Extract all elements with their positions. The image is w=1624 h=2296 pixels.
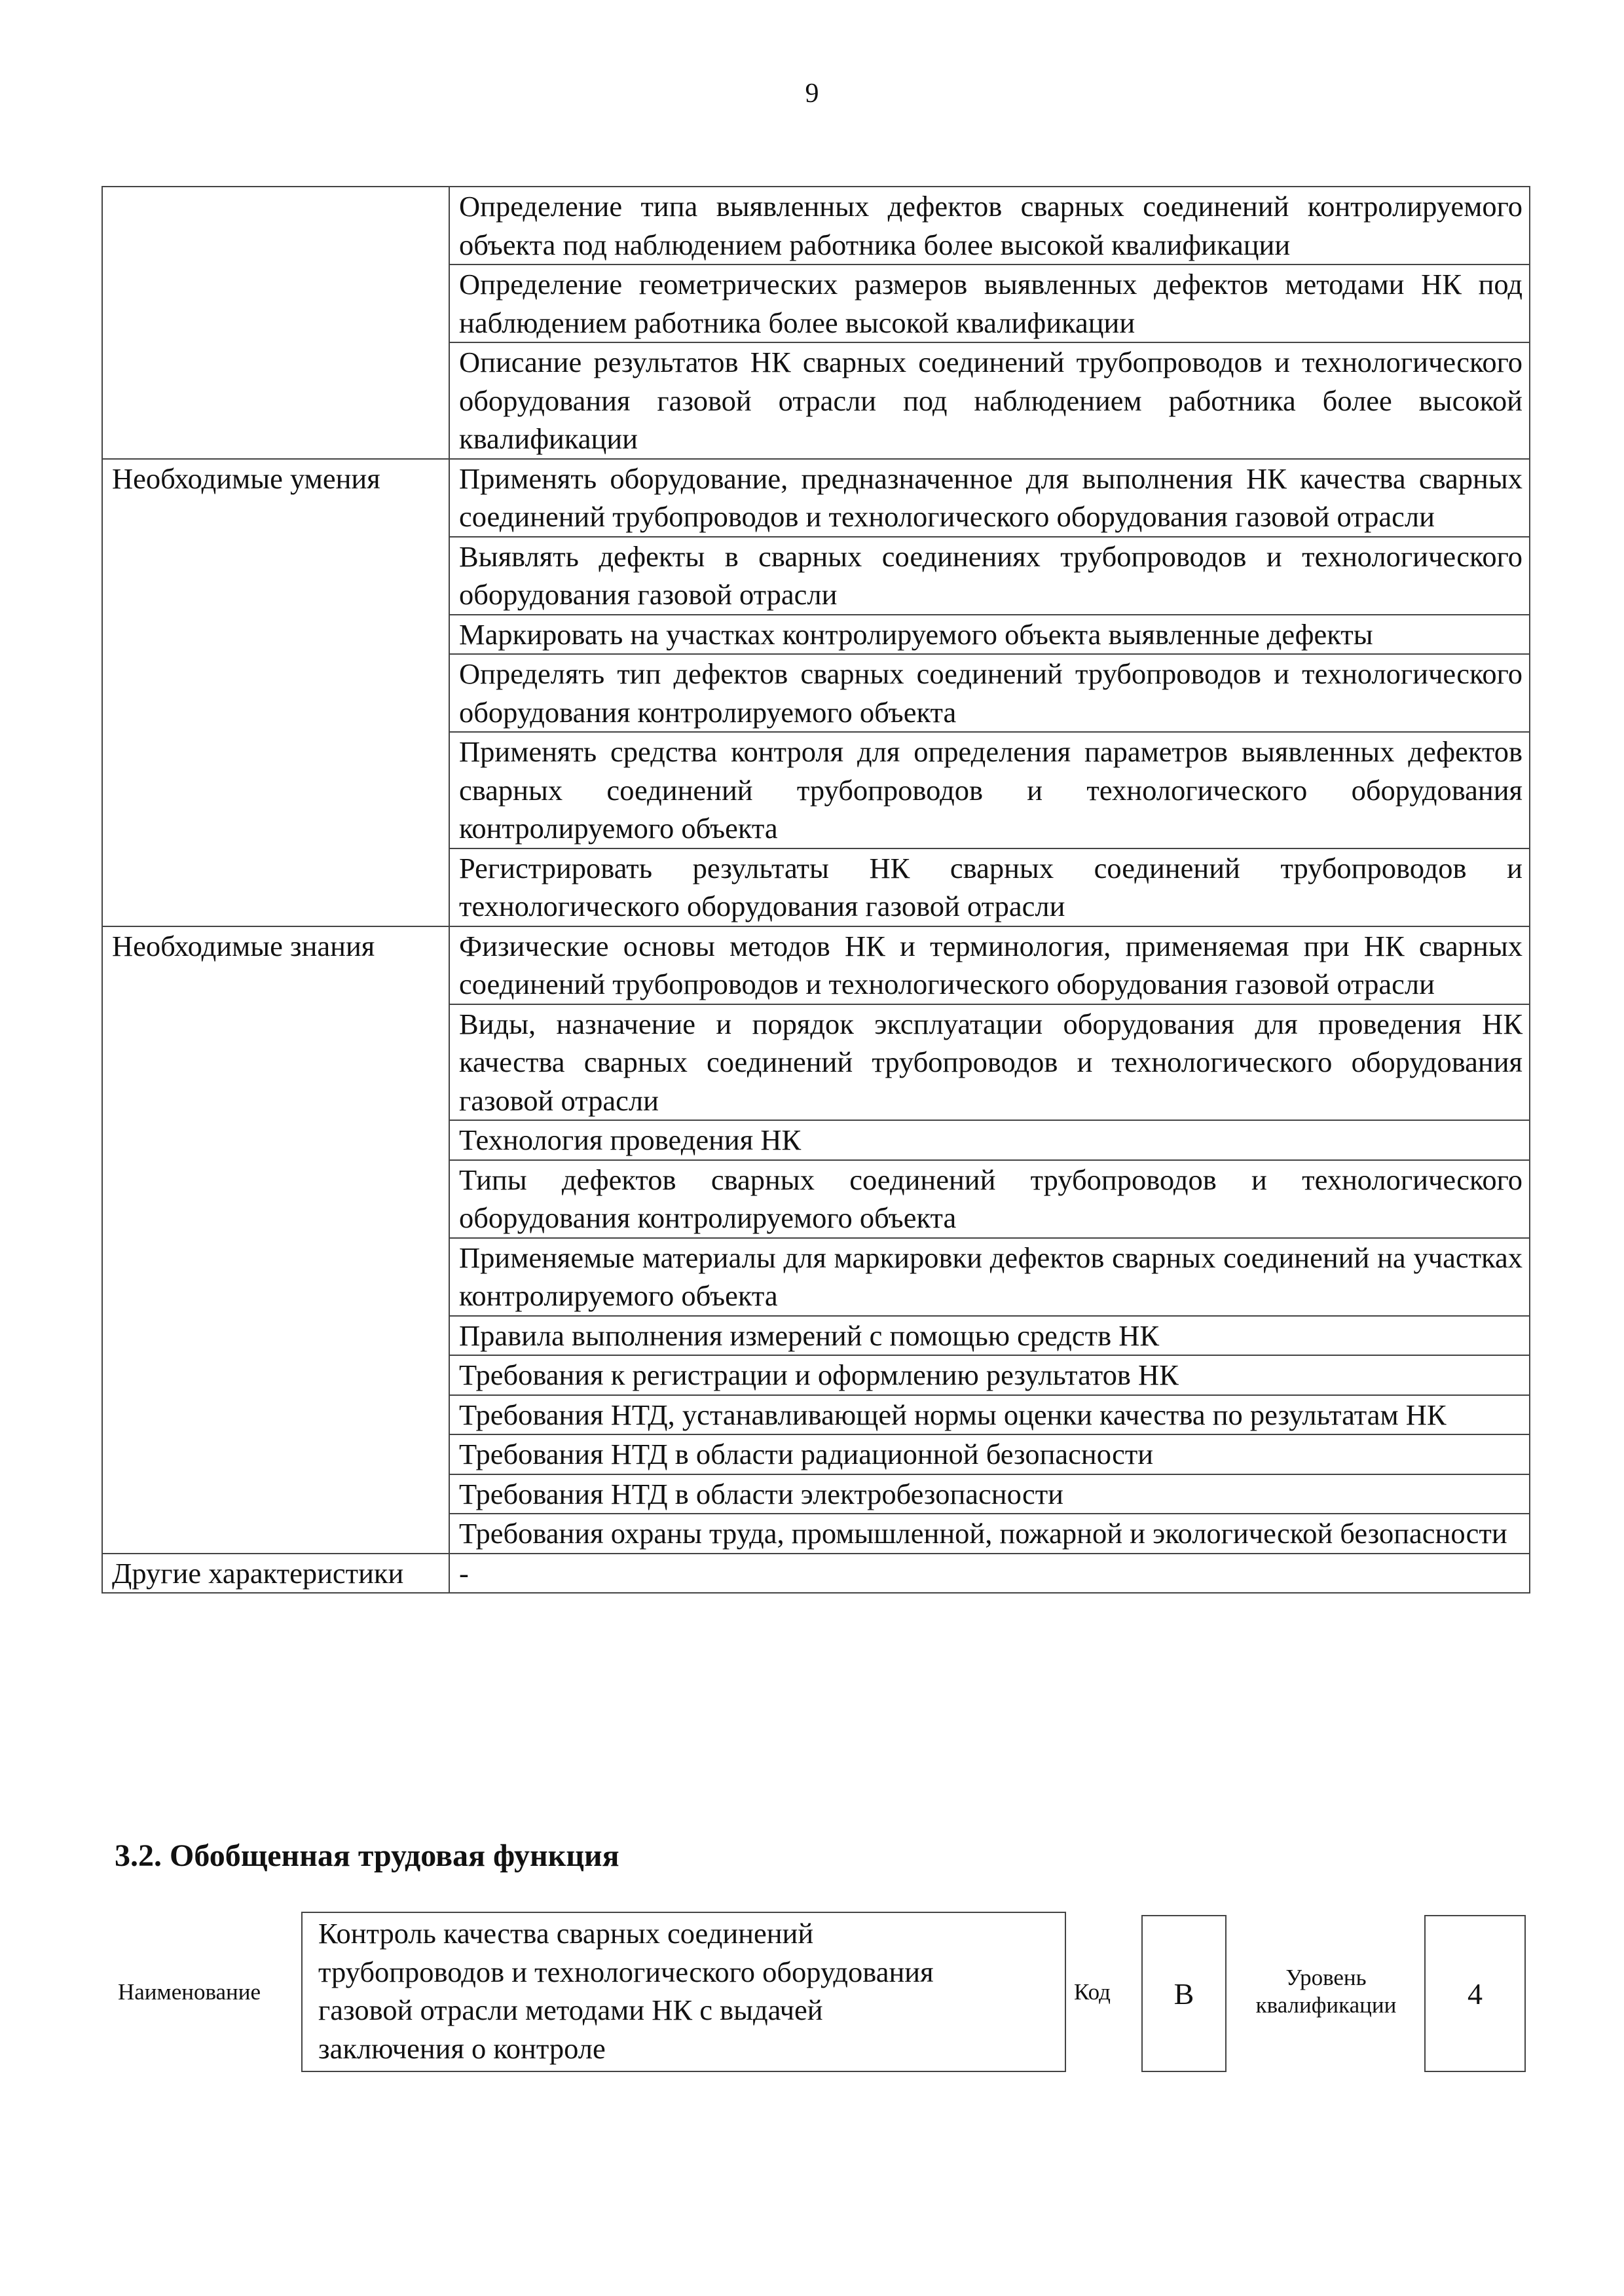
row-content: Определять тип дефектов сварных соединений трубопроводов и технологического оборудования контролируемого объекта xyxy=(449,654,1530,732)
row-content: Определение геометрических размеров выявленных дефектов методами НК под наблюдением работника более высокой квалификации xyxy=(449,264,1530,342)
code-label: Код xyxy=(1074,1979,1111,2005)
table-row xyxy=(102,926,1530,1004)
row-content: Требования НТД, устанавливающей нормы оценки качества по результатам НК xyxy=(449,1395,1530,1435)
row-label-knowledge: Необходимые знания xyxy=(102,926,449,1554)
row-label-skills: Необходимые умения xyxy=(102,459,449,926)
table-row xyxy=(102,187,1530,264)
row-content: Определение типа выявленных дефектов сварных соединений контролируемого объекта под наблюдением работника более высокой квалификации xyxy=(449,187,1530,264)
row-content: Регистрировать результаты НК сварных соединений трубопроводов и технологического оборудования газовой отрасли xyxy=(449,848,1530,926)
row-content: Типы дефектов сварных соединений трубопроводов и технологического оборудования контролируемого объекта xyxy=(449,1160,1530,1238)
row-content: Применяемые материалы для маркировки дефектов сварных соединений на участках контролируемого объекта xyxy=(449,1238,1530,1316)
row-content: Виды, назначение и порядок эксплуатации оборудования для проведения НК качества сварных соединений трубопроводов и технологического оборудования газовой отрасли xyxy=(449,1004,1530,1121)
row-label xyxy=(102,187,449,459)
row-content: Физические основы методов НК и терминология, применяемая при НК сварных соединений трубопроводов и технологического оборудования газовой отрасли xyxy=(449,926,1530,1004)
row-content: Выявлять дефекты в сварных соединениях трубопроводов и технологического оборудования газовой отрасли xyxy=(449,537,1530,615)
name-label: Наименование xyxy=(118,1979,261,2005)
row-content: - xyxy=(449,1554,1530,1594)
section-heading: 3.2. Обобщенная трудовая функция xyxy=(115,1838,619,1873)
row-content: Маркировать на участках контролируемого объекта выявленные дефекты xyxy=(449,615,1530,655)
level-label xyxy=(1234,1964,1418,2019)
table-row xyxy=(102,459,1530,537)
level-value-box: 4 xyxy=(1424,1915,1526,2072)
table-row xyxy=(102,1554,1530,1594)
row-content: Технология проведения НК xyxy=(449,1120,1530,1160)
row-content: Требования НТД в области радиационной безопасности xyxy=(449,1434,1530,1474)
level-label-line1: Уровень xyxy=(1285,1965,1367,1990)
row-label-other: Другие характеристики xyxy=(102,1554,449,1594)
row-content: Применять оборудование, предназначенное для выполнения НК качества сварных соединений трубопроводов и технологического оборудования газовой отрасли xyxy=(449,459,1530,537)
row-content: Описание результатов НК сварных соединений трубопроводов и технологического оборудования газовой отрасли под наблюдением работника более высокой квалификации xyxy=(449,342,1530,459)
level-label-line2: квалификации xyxy=(1255,1992,1397,2018)
row-content: Требования НТД в области электробезопасности xyxy=(449,1474,1530,1514)
row-content: Требования охраны труда, промышленной, пожарной и экологической безопасности xyxy=(449,1514,1530,1554)
row-content: Требования к регистрации и оформлению результатов НК xyxy=(449,1355,1530,1395)
competency-table xyxy=(101,186,1530,1594)
page-number: 9 xyxy=(805,79,819,109)
row-content: Применять средства контроля для определения параметров выявленных дефектов сварных соединений трубопроводов и технологического оборудования контролируемого объекта xyxy=(449,732,1530,848)
code-value-box: B xyxy=(1141,1915,1227,2072)
function-name-box: Контроль качества сварных соединений трубопроводов и технологического оборудования газовой отрасли методами НК с выдачей заключения о контроле xyxy=(301,1912,1066,2072)
row-content: Правила выполнения измерений с помощью средств НК xyxy=(449,1316,1530,1356)
